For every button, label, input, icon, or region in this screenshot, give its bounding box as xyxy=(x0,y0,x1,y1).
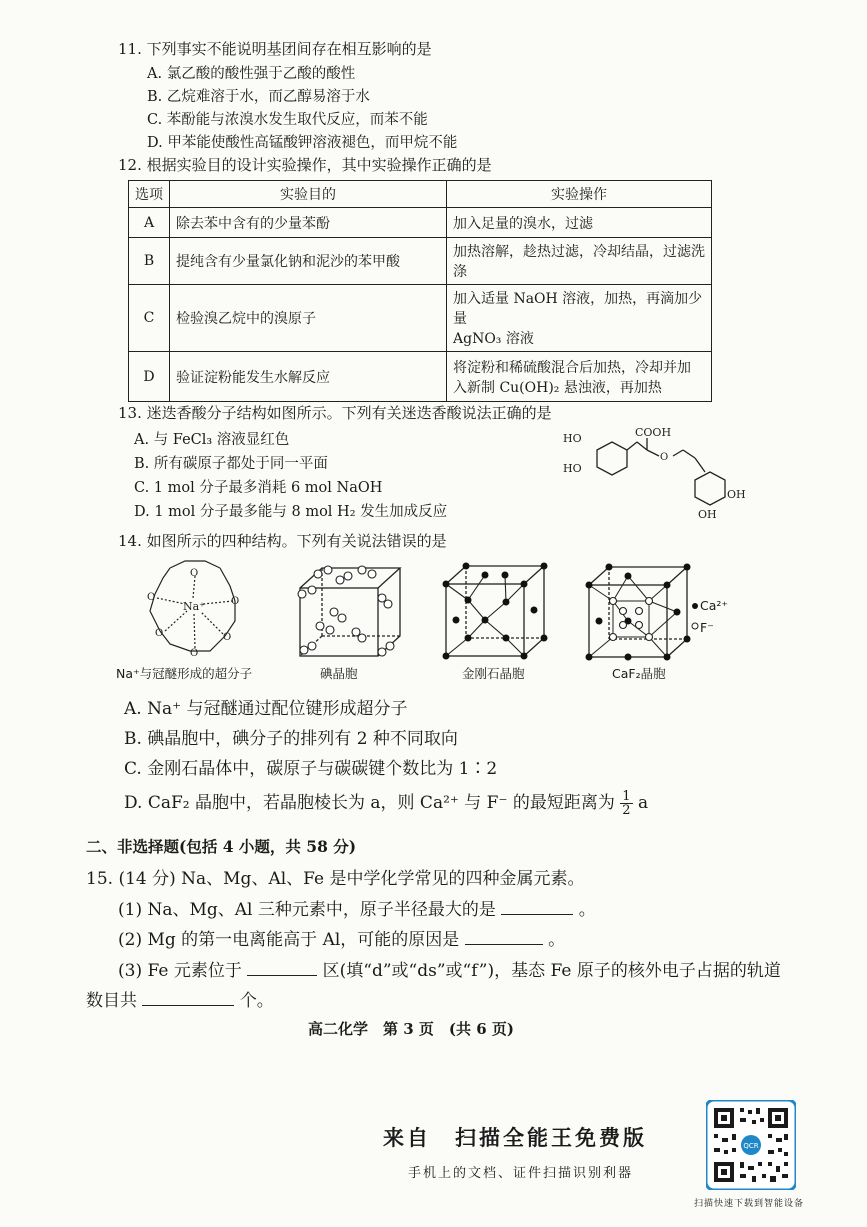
q14-stem: 14. 如图所示的四种结构。下列有关说法错误的是 xyxy=(118,532,447,550)
q14-option-b: B. 碘晶胞中，碘分子的排列有 2 种不同取向 xyxy=(124,729,458,749)
table-cell-operation: 加热溶解，趁热过滤，冷却结晶，过滤洗涤 xyxy=(447,238,712,285)
table-row xyxy=(129,285,712,352)
q15-part2 xyxy=(118,925,565,950)
q14-option-c: C. 金刚石晶体中，碳原子与碳碳键个数比为 1∶2 xyxy=(124,759,498,779)
q11-option-b: B. 乙烷难溶于水，而乙醇易溶于水 xyxy=(147,89,370,105)
table-cell-purpose: 验证淀粉能发生水解反应 xyxy=(170,352,447,402)
table-header-option: 选项 xyxy=(129,181,170,208)
operation-line: AgNO₃ 溶液 xyxy=(453,331,534,347)
caf2-cell-caption: CaF₂晶胞 xyxy=(612,666,666,681)
ho-label: HO xyxy=(563,432,582,445)
caf2-unit-cell-figure xyxy=(583,563,693,663)
q15-part1 xyxy=(118,895,596,920)
cooh-label: COOH xyxy=(635,426,672,439)
oxygen-label: O xyxy=(155,628,164,639)
q12-stem: 12. 根据实验目的设计实验操作，其中实验操作正确的是 xyxy=(118,156,492,174)
answer-blank[interactable] xyxy=(465,927,543,945)
oh-label: OH xyxy=(698,508,717,521)
q15-part3 xyxy=(118,956,781,981)
scanner-watermark-subtitle: 手机上的文档、证件扫描识别利器 xyxy=(408,1166,634,1181)
answer-blank[interactable] xyxy=(501,897,573,915)
ho-label: HO xyxy=(563,462,582,475)
caf2-legend-marks xyxy=(690,598,700,638)
na-ion-label: Na⁺ xyxy=(183,600,205,613)
scanner-watermark-caption: 扫描快速下载到智能设备 xyxy=(694,1199,805,1209)
table-cell-operation: 加入足量的溴水，过滤 xyxy=(447,208,712,238)
q14-option-a: A. Na⁺ 与冠醚通过配位键形成超分子 xyxy=(124,699,408,719)
oxygen-label: O xyxy=(147,592,156,603)
oxygen-label: O xyxy=(231,596,240,607)
oxygen-label: O xyxy=(223,632,232,643)
fraction-half xyxy=(620,790,632,817)
q15-part1-end: 。 xyxy=(578,900,596,920)
table-row xyxy=(129,238,712,285)
q11-option-c: C. 苯酚能与浓溴水发生取代反应，而苯不能 xyxy=(147,112,428,128)
crown-ether-figure xyxy=(135,556,255,661)
q15-part1-text: (1) Na、Mg、Al 三种元素中，原子半径最大的是 xyxy=(118,900,496,920)
answer-blank[interactable] xyxy=(247,958,317,976)
fraction-denominator: 2 xyxy=(622,803,631,818)
q13-stem: 13. 迷迭香酸分子结构如图所示。下列有关迷迭香酸说法正确的是 xyxy=(118,404,552,422)
q15-part3-middle: 区(填“d”或“ds”或“f”)，基态 Fe 原子的核外电子占据的轨道 xyxy=(322,961,781,981)
table-cell-key: D xyxy=(129,352,170,402)
table-cell-key: A xyxy=(129,208,170,238)
answer-blank[interactable] xyxy=(142,988,234,1006)
ester-o-label: O xyxy=(660,452,669,463)
section-title: 二、非选择题(包括 4 小题，共 58 分) xyxy=(86,837,357,856)
q13-option-b: B. 所有碳原子都处于同一平面 xyxy=(134,456,328,472)
fraction-numerator: 1 xyxy=(622,789,631,804)
rosmarinic-acid-structure xyxy=(555,420,755,530)
page-footer: 高二化学 第 3 页 (共 6 页) xyxy=(308,1020,514,1038)
qr-center-label: QCR xyxy=(743,1142,759,1150)
q15-stem: 15. (14 分) Na、Mg、Al、Fe 是中学化学常见的四种金属元素。 xyxy=(86,869,585,889)
q14-option-d xyxy=(124,788,648,817)
oh-label: OH xyxy=(727,488,746,501)
q11-stem: 11. 下列事实不能说明基团间存在相互影响的是 xyxy=(118,40,432,58)
table-header-purpose: 实验目的 xyxy=(170,181,447,208)
table-row xyxy=(129,208,712,238)
q15-part2-text: (2) Mg 的第一电离能高于 Al，可能的原因是 xyxy=(118,930,460,950)
caf2-legend-ca: Ca²⁺ xyxy=(700,598,728,613)
q13-option-d: D. 1 mol 分子最多能与 8 mol H₂ 发生加成反应 xyxy=(134,504,448,520)
q15-part3-continued xyxy=(86,986,274,1011)
scanner-watermark-title: 来自 扫描全能王免费版 xyxy=(383,1125,647,1150)
operation-line: 加入适量 NaOH 溶液，加热，再滴加少量 xyxy=(453,291,703,327)
table-cell-operation xyxy=(447,352,712,402)
oxygen-label: O xyxy=(190,568,199,579)
qr-code-icon[interactable] xyxy=(706,1100,796,1190)
q13-option-c: C. 1 mol 分子最多消耗 6 mol NaOH xyxy=(134,480,383,496)
iodine-cell-caption: 碘晶胞 xyxy=(320,666,358,681)
q14-option-d-text: D. CaF₂ 晶胞中，若晶胞棱长为 a，则 Ca²⁺ 与 F⁻ 的最短距离为 xyxy=(124,793,615,813)
q15-part2-end: 。 xyxy=(548,930,566,950)
q14-option-d-suffix: a xyxy=(637,793,649,813)
table-header-operation: 实验操作 xyxy=(447,181,712,208)
table-row xyxy=(129,352,712,402)
q11-option-d: D. 甲苯能使酸性高锰酸钾溶液褪色，而甲烷不能 xyxy=(147,135,458,151)
caf2-legend-f: F⁻ xyxy=(700,620,714,635)
diamond-unit-cell-figure xyxy=(440,560,550,660)
table-cell-purpose: 检验溴乙烷中的溴原子 xyxy=(170,285,447,352)
q15-part3b-text: 数目共 xyxy=(86,991,137,1011)
table-cell-purpose: 除去苯中含有的少量苯酚 xyxy=(170,208,447,238)
q15-part3b-end: 个。 xyxy=(239,991,274,1011)
table-cell-key: B xyxy=(129,238,170,285)
crown-ether-caption: Na⁺与冠醚形成的超分子 xyxy=(116,666,253,681)
table-cell-key: C xyxy=(129,285,170,352)
operation-line: 入新制 Cu(OH)₂ 悬浊液，再加热 xyxy=(453,379,662,396)
operation-line: 将淀粉和稀硫酸混合后加热，冷却并加 xyxy=(453,359,691,376)
q15-part3-text: (3) Fe 元素位于 xyxy=(118,961,242,981)
q13-option-a: A. 与 FeCl₃ 溶液显红色 xyxy=(134,432,290,448)
oxygen-label: O xyxy=(190,648,199,659)
diamond-cell-caption: 金刚石晶胞 xyxy=(462,666,525,681)
q11-option-a: A. 氯乙酸的酸性强于乙酸的酸性 xyxy=(147,66,356,82)
q12-table xyxy=(128,180,712,402)
table-cell-operation xyxy=(447,285,712,352)
table-cell-purpose: 提纯含有少量氯化钠和泥沙的苯甲酸 xyxy=(170,238,447,285)
iodine-unit-cell-figure xyxy=(290,560,410,660)
